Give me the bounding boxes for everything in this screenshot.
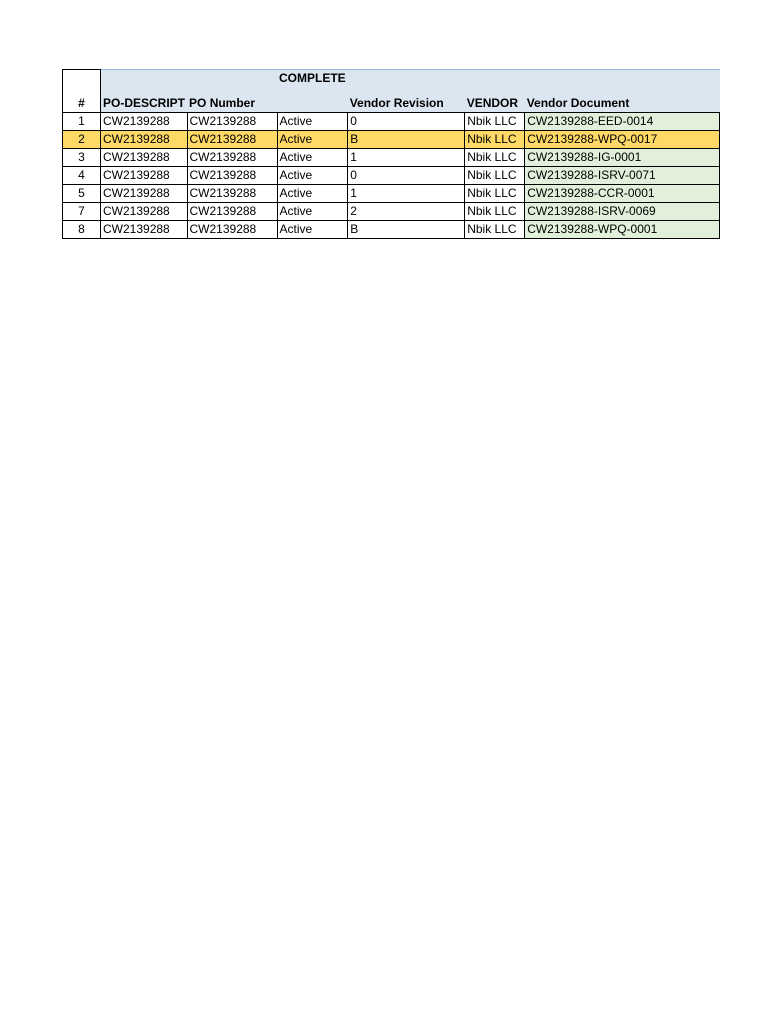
vendor-revision-cell[interactable]: 2 xyxy=(348,203,465,221)
header-vendor-revision: Vendor Revision xyxy=(348,91,465,113)
vendor-document-cell[interactable]: CW2139288-WPQ-0017 xyxy=(525,131,720,149)
vendor-revision-cell[interactable]: 0 xyxy=(348,113,465,131)
header-po-number: PO Number xyxy=(187,91,277,113)
vendor-revision-cell[interactable]: B xyxy=(348,221,465,239)
vendor-revision-cell[interactable]: 1 xyxy=(348,185,465,203)
po-number-cell[interactable]: CW2139288 xyxy=(187,203,277,221)
vendor-cell[interactable]: Nbik LLC xyxy=(465,221,525,239)
po-number-cell[interactable]: CW2139288 xyxy=(187,131,277,149)
status-cell[interactable]: Active xyxy=(277,113,348,131)
po-description-cell[interactable]: CW2139288 xyxy=(101,167,188,185)
po-number-cell[interactable]: CW2139288 xyxy=(187,167,277,185)
vendor-revision-cell[interactable]: 1 xyxy=(348,149,465,167)
header-top-blank xyxy=(348,70,465,92)
row-number[interactable]: 8 xyxy=(63,221,101,239)
po-description-cell[interactable]: CW2139288 xyxy=(101,113,188,131)
status-cell[interactable]: Active xyxy=(277,203,348,221)
status-cell[interactable]: Active xyxy=(277,131,348,149)
po-number-cell[interactable]: CW2139288 xyxy=(187,149,277,167)
vendor-cell[interactable]: Nbik LLC xyxy=(465,203,525,221)
group-header-complete: COMPLETE xyxy=(277,70,348,92)
row-number[interactable]: 7 xyxy=(63,203,101,221)
table-row[interactable] xyxy=(63,185,720,203)
header-top-blank xyxy=(525,70,720,92)
status-cell[interactable]: Active xyxy=(277,221,348,239)
vendor-revision-cell[interactable]: 0 xyxy=(348,167,465,185)
status-cell[interactable]: Active xyxy=(277,167,348,185)
header-vendor: VENDOR xyxy=(465,91,525,113)
header-number: # xyxy=(63,70,101,113)
table-row[interactable] xyxy=(63,203,720,221)
row-number[interactable]: 4 xyxy=(63,167,101,185)
po-description-cell[interactable]: CW2139288 xyxy=(101,221,188,239)
vendor-cell[interactable]: Nbik LLC xyxy=(465,131,525,149)
table-row[interactable] xyxy=(63,221,720,239)
header-top-blank xyxy=(101,70,188,92)
vendor-document-cell[interactable]: CW2139288-ISRV-0069 xyxy=(525,203,720,221)
status-cell[interactable]: Active xyxy=(277,149,348,167)
po-description-cell[interactable]: CW2139288 xyxy=(101,185,188,203)
vendor-cell[interactable]: Nbik LLC xyxy=(465,149,525,167)
po-number-cell[interactable]: CW2139288 xyxy=(187,185,277,203)
header-top-blank xyxy=(187,70,277,92)
header-vendor-document: Vendor Document xyxy=(525,91,720,113)
status-cell[interactable]: Active xyxy=(277,185,348,203)
vendor-cell[interactable]: Nbik LLC xyxy=(465,113,525,131)
vendor-document-table xyxy=(62,69,720,239)
po-description-cell[interactable]: CW2139288 xyxy=(101,203,188,221)
vendor-cell[interactable]: Nbik LLC xyxy=(465,185,525,203)
table-row[interactable] xyxy=(63,113,720,131)
po-description-cell[interactable]: CW2139288 xyxy=(101,131,188,149)
row-number[interactable]: 3 xyxy=(63,149,101,167)
table-row[interactable] xyxy=(63,131,720,149)
row-number[interactable]: 1 xyxy=(63,113,101,131)
header-row-columns xyxy=(63,91,720,113)
table-row[interactable] xyxy=(63,167,720,185)
po-number-cell[interactable]: CW2139288 xyxy=(187,113,277,131)
po-description-cell[interactable]: CW2139288 xyxy=(101,149,188,167)
vendor-document-cell[interactable]: CW2139288-EED-0014 xyxy=(525,113,720,131)
vendor-document-cell[interactable]: CW2139288-ISRV-0071 xyxy=(525,167,720,185)
vendor-revision-cell[interactable]: B xyxy=(348,131,465,149)
vendor-cell[interactable]: Nbik LLC xyxy=(465,167,525,185)
vendor-document-cell[interactable]: CW2139288-IG-0001 xyxy=(525,149,720,167)
row-number[interactable]: 5 xyxy=(63,185,101,203)
row-number[interactable]: 2 xyxy=(63,131,101,149)
header-top-blank xyxy=(465,70,525,92)
table-row[interactable] xyxy=(63,149,720,167)
header-po-description: PO-DESCRIPT xyxy=(101,91,188,113)
header-status xyxy=(277,91,348,113)
spreadsheet xyxy=(62,69,720,239)
header-row-top xyxy=(63,70,720,92)
vendor-document-cell[interactable]: CW2139288-CCR-0001 xyxy=(525,185,720,203)
po-number-cell[interactable]: CW2139288 xyxy=(187,221,277,239)
vendor-document-cell[interactable]: CW2139288-WPQ-0001 xyxy=(525,221,720,239)
